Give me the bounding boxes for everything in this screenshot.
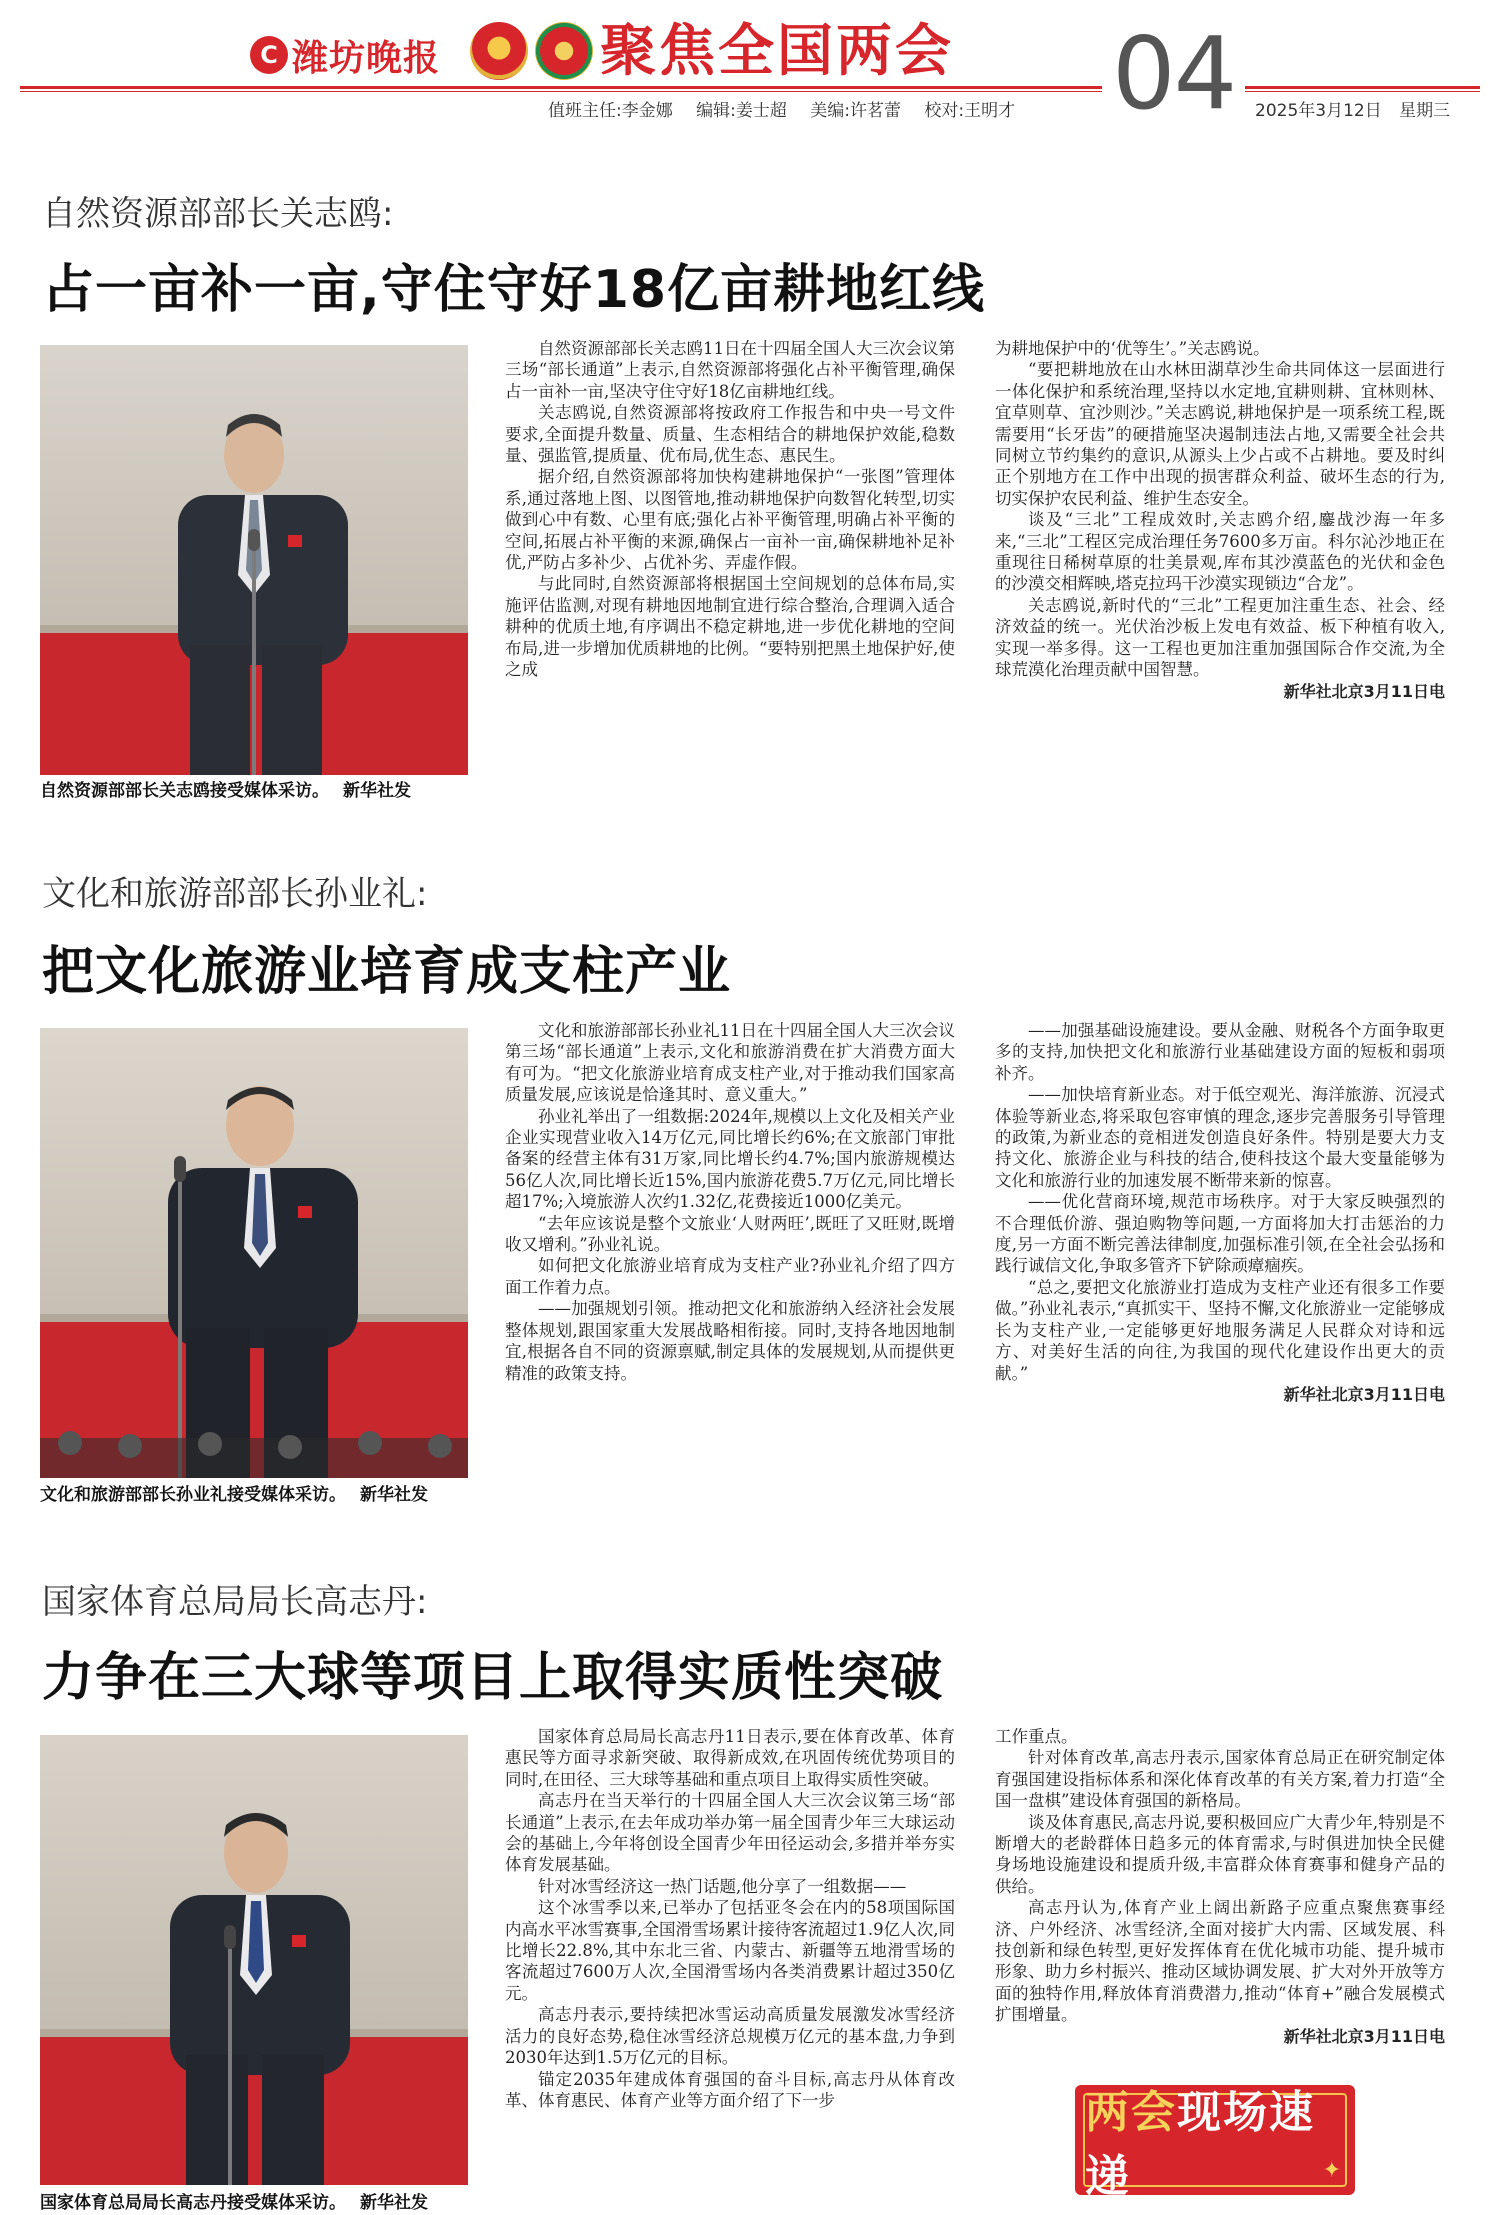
paragraph: 自然资源部部长关志鸥11日在十四届全国人大三次会议第三场“部长通道”上表示,自然资源部将强化占补平衡管理,确保占一亩补一亩,坚决守住守好18亿亩耕地红线。 <box>505 339 955 401</box>
masthead-rule-thin <box>20 91 1102 92</box>
paragraph: 关志鸥说,自然资源部将按政府工作报告和中央一号文件要求,全面提升数量、质量、生态相结合的耕地保护效能,稳数量、强监管,提质量、优布局,优生态、惠民生。 <box>505 403 955 466</box>
photo-illustration <box>40 1735 468 2185</box>
national-emblem-icon <box>470 22 528 80</box>
paragraph: 锚定2035年建成体育强国的奋斗目标,高志丹从体育改革、体育惠民、体育产业等方面介绍了下一步 <box>505 2069 955 2110</box>
issue-date <box>1255 96 1462 121</box>
paragraph: 谈及体育惠民,高志丹说,要积极回应广大青少年,特别是不断增大的老龄群体日趋多元的体育需求,与时俱进加快全民健身场地设施建设和提质升级,丰富群众体育赛事和健身产品的供给。 <box>995 1812 1445 1896</box>
paragraph: ——加快培育新业态。对于低空观光、海洋旅游、沉浸式体验等新业态,将采取包容审慎的理念,逐步完善服务引导管理的政策,为新业态的竞相迸发创造良好条件。特别是要大力支持文化、旅游企业与科技的结合,使科技这个最大变量能够为文化和旅游行业的加速发展不断带来新的惊喜。 <box>995 1085 1445 1190</box>
masthead-rule <box>20 86 1102 89</box>
paragraph: 高志丹在当天举行的十四届全国人大三次会议第三场“部长通道”上表示,在去年成功举办第一届全国青少年三大球运动会的基础上,今年将创设全国青少年田径运动会,多措并举夯实体育发展基础。 <box>505 1791 955 1875</box>
article-column-1 <box>505 338 955 802</box>
article-kicker: 自然资源部部长关志鸥: <box>42 194 394 234</box>
article-column-1 <box>505 1020 955 1510</box>
photo-source: 新华社发 <box>343 781 411 801</box>
article-headline: 占一亩补一亩,守住守好18亿亩耕地红线 <box>42 260 986 320</box>
masthead-rule-right-thin <box>1245 91 1480 92</box>
section-title: 聚焦全国两会 <box>600 19 954 84</box>
article-column-2 <box>995 1020 1445 1510</box>
photo-source: 新华社发 <box>360 2193 428 2213</box>
issue-weekday: 星期三 <box>1399 101 1451 121</box>
star-icon: ✦ <box>1322 2158 1341 2183</box>
article-photo <box>40 1735 468 2185</box>
paragraph: 关志鸥说,新时代的“三北”工程更加注重生态、社会、经济效益的统一。光伏治沙板上发电有效益、板下种植有收入,实现一举多得。这一工程也更加注重加强国际合作交流,为全球荒漠化治理贡献中国智慧。 <box>995 595 1445 680</box>
live-report-badge <box>1075 2085 1355 2195</box>
paragraph: 国家体育总局局长高志丹11日表示,要在体育改革、体育惠民等方面寻求新突破、取得新成效,在巩固传统优势项目的同时,在田径、三大球等基础和重点项目上取得实质性突破。 <box>505 1727 955 1789</box>
microphone-icon <box>248 529 260 551</box>
badge-text <box>1085 2085 1345 2195</box>
staff-editor: 编辑:姜士超 <box>696 101 787 121</box>
badge-frame <box>1083 2087 1347 2195</box>
issue-date-text: 2025年3月12日 <box>1255 101 1382 121</box>
badge-text-main: 现场速递 <box>1085 2087 1315 2195</box>
paragraph: “要把耕地放在山水林田湖草沙生命共同体这一层面进行一体化保护和系统治理,坚持以水定地,宜耕则耕、宜林则林、宜草则草、宜沙则沙。”关志鸥说,耕地保护是一项系统工程,既需要用“长牙齿”的硬措施坚决遏制违法占地,又需要全社会共同树立节约集约的意识,从源头上少占或不占耕地。要及时纠正个别地方在工作中出现的损害群众利益、破坏生态的行为,切实保护农民利益、维护生态安全。 <box>995 360 1445 508</box>
paragraph: 文化和旅游部部长孙业礼11日在十四届全国人大三次会议第三场“部长通道”上表示,文化和旅游消费在扩大消费方面大有可为。“把文化旅游业培育成支柱产业,对于推动我们国家高质量发展,应该说是恰逢其时、意义重大。” <box>505 1021 955 1105</box>
paragraph: 高志丹认为,体育产业上阔出新路子应重点聚焦赛事经济、户外经济、冰雪经济,全面对接扩大内需、区域发展、科技创新和绿色转型,更好发挥体育在优化城市功能、提升城市形象、助力乡村振兴、推动区域协调发展、扩大对外开放等方面的独特作用,释放体育消费潜力,推动“体育+”融合发展模式扩围增量。 <box>995 1898 1445 2025</box>
paragraph: ——优化营商环境,规范市场秩序。对于大家反映强烈的不合理低价游、强迫购物等问题,一方面将加大打击惩治的力度,另一方面不断完善法律制度,加强标准引领,在全社会弘扬和践行诚信文化,争取多管齐下铲除顽瘴痼疾。 <box>995 1192 1445 1276</box>
photo-illustration <box>40 345 468 775</box>
newspaper-logo <box>250 30 440 80</box>
paragraph: 如何把文化旅游业培育成为支柱产业?孙业礼介绍了四方面工作着力点。 <box>505 1256 955 1297</box>
microphone-icon <box>174 1156 186 1182</box>
article-dateline: 新华社北京3月11日电 <box>1283 1384 1445 1404</box>
photo-illustration <box>40 1028 468 1478</box>
page-number: 04 <box>1112 15 1236 132</box>
staff-credits <box>548 96 1033 121</box>
article-kicker: 文化和旅游部部长孙业礼: <box>42 874 428 914</box>
badge-text-highlight: 两会 <box>1085 2087 1177 2138</box>
newspaper-logo-icon: C <box>250 36 288 74</box>
article-column-2 <box>995 338 1445 802</box>
paragraph: 孙业礼举出了一组数据:2024年,规模以上文化及相关产业企业实现营业收入14万亿元,同比增长约6%;在文旅部门审批备案的经营主体有31万家,同比增长约4.7%;国内旅游规模达56亿人次,同比增长近15%,国内旅游花费5.7万亿元,同比增长超17%;入境旅游人次约1.32亿,花费接近1000亿美元。 <box>505 1106 955 1212</box>
cppcc-emblem-icon <box>535 22 593 80</box>
article-headline: 把文化旅游业培育成支柱产业 <box>42 942 732 1002</box>
article-dateline: 新华社北京3月11日电 <box>1283 681 1445 701</box>
paragraph: ——加强规划引领。推动把文化和旅游纳入经济社会发展整体规划,跟国家重大发展战略相衔接。同时,支持各地因地制宜,根据各自不同的资源禀赋,制定具体的发展规划,从而提供更精准的政策支持。 <box>505 1299 955 1383</box>
photo-caption <box>40 1484 470 1506</box>
paragraph: 高志丹表示,要持续把冰雪运动高质量发展激发冰雪经济活力的良好态势,稳住冰雪经济总规模万亿元的基本盘,力争到2030年达到1.5万亿元的目标。 <box>505 2005 955 2068</box>
article-kicker: 国家体育总局局长高志丹: <box>42 1582 428 1622</box>
paragraph: “总之,要把文化旅游业打造成为支柱产业还有很多工作要做。”孙业礼表示,“真抓实干、坚持不懈,文化旅游业一定能够成长为支柱产业,一定能够更好地服务满足人民群众对诗和远方、对美好生活的向往,为我国的现代化建设作出更大的贡献。” <box>995 1277 1445 1383</box>
newspaper-name: 潍坊晚报 <box>292 37 441 79</box>
staff-duty-editor: 值班主任:李金娜 <box>548 101 673 121</box>
masthead-rule-right <box>1245 86 1480 89</box>
paragraph: 为耕地保护中的‘优等生’。”关志鸥说。 <box>995 339 1270 358</box>
microphone-icon <box>224 1925 236 1949</box>
paragraph: 这个冰雪季以来,已举办了包括亚冬会在内的58项国际国内高水平冰雪赛事,全国滑雪场累计接待客流超过1.9亿人次,同比增长22.8%,其中东北三省、内蒙古、新疆等五地滑雪场的客流超过7600万人次,全国滑雪场内各类消费累计超过350亿元。 <box>505 1898 955 2003</box>
staff-proofreader: 校对:王明才 <box>924 101 1016 121</box>
masthead <box>0 0 1500 130</box>
photo-caption-text: 国家体育总局局长高志丹接受媒体采访。 <box>40 2193 346 2213</box>
photo-source: 新华社发 <box>360 1485 428 1505</box>
paragraph: “去年应该说是整个文旅业‘人财两旺’,既旺了又旺财,既增收又增利。”孙业礼说。 <box>505 1213 955 1255</box>
paragraph: 工作重点。 <box>995 1727 1078 1746</box>
article-column-2 <box>995 1726 1445 2081</box>
staff-designer: 美编:许茗蕾 <box>810 101 902 121</box>
photo-caption-text: 文化和旅游部部长孙业礼接受媒体采访。 <box>40 1485 346 1505</box>
article-dateline: 新华社北京3月11日电 <box>1283 2026 1445 2046</box>
paragraph: ——加强基础设施建设。要从金融、财税各个方面争取更多的支持,加快把文化和旅游行业基础建设方面的短板和弱项补齐。 <box>995 1021 1445 1083</box>
photo-caption <box>40 780 470 802</box>
article-column-1 <box>505 1726 955 2212</box>
article-photo <box>40 345 468 775</box>
paragraph: 针对体育改革,高志丹表示,国家体育总局正在研究制定体育强国建设指标体系和深化体育改革的有关方案,着力打造“全国一盘棋”建设体育强国的新格局。 <box>995 1748 1445 1811</box>
photo-caption-text: 自然资源部部长关志鸥接受媒体采访。 <box>40 781 329 801</box>
article-photo <box>40 1028 468 1478</box>
photo-caption <box>40 2192 470 2214</box>
paragraph: 与此同时,自然资源部将根据国土空间规划的总体布局,实施评估监测,对现有耕地因地制宜进行综合整治,合理调入适合耕种的优质土地,有序调出不稳定耕地,进一步优化耕地的空间布局,进一步增加优质耕地的比例。“要特别把黑土地保护好,使之成 <box>505 574 955 680</box>
paragraph: 针对冰雪经济这一热门话题,他分享了一组数据—— <box>538 1876 907 1896</box>
paragraph: 据介绍,自然资源部将加快构建耕地保护“一张图”管理体系,通过落地上图、以图管地,推动耕地保护向数智化转型,切实做到心中有数、心里有底;强化占补平衡管理,明确占补平衡的空间,拓展占补平衡的来源,确保占一亩补一亩,确保耕地补足补优,严防占多补少、占优补劣、弄虚作假。 <box>505 467 955 573</box>
article-headline: 力争在三大球等项目上取得实质性突破 <box>42 1648 944 1708</box>
paragraph: 谈及“三北”工程成效时,关志鸥介绍,鏖战沙海一年多来,“三北”工程区完成治理任务7600多万亩。科尔沁沙地正在重现往日稀树草原的壮美景观,库布其沙漠蓝色的光伏和金色的沙漠交相辉映,塔克拉玛干沙漠实现锁边“合龙”。 <box>995 510 1445 594</box>
